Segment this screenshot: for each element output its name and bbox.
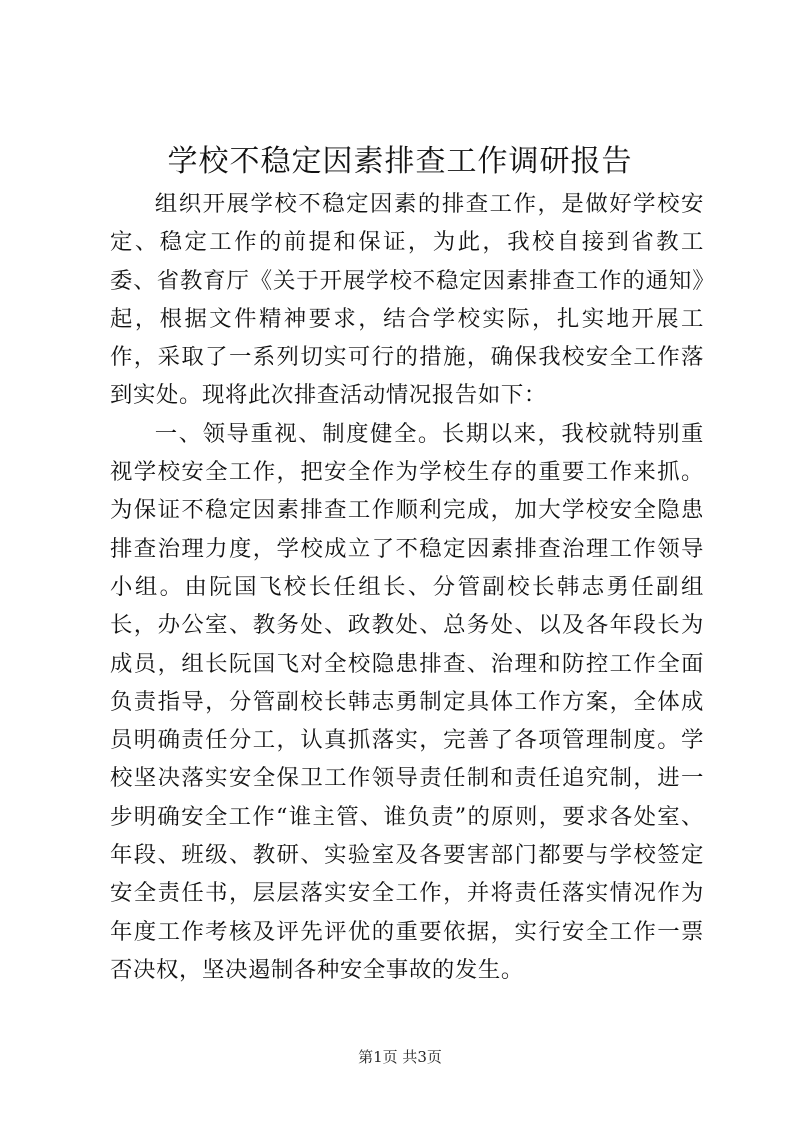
document-title: 学校不稳定因素排查工作调研报告	[167, 144, 633, 179]
paragraph-intro: 组织开展学校不稳定因素的排查工作，是做好学校安定、稳定工作的前提和保证，为此，我校自接到省教工委、省教育厅《关于开展学校不稳定因素排查工作的通知》起，根据文件精神要求，结合学校实际，扎实地开展工作，采取了一系列切实可行的措施，确保我校安全工作落到实处。现将此次排查活动情况报告如下：	[110, 191, 704, 409]
paragraph-section-1: 一、领导重视、制度健全。长期以来，我校就特别重视学校安全工作，把安全作为学校生存的重要工作来抓。为保证不稳定因素排查工作顺利完成，加大学校安全隐患排查治理力度，学校成立了不稳定因素排查治理工作领导小组。由阮国飞校长任组长、分管副校长韩志勇任副组长，办公室、教务处、政教处、总务处、以及各年段长为成员，组长阮国飞对全校隐患排查、治理和防控工作全面负责指导，分管副校长韩志勇制定具体工作方案，全体成员明确责任分工，认真抓落实，完善了各项管理制度。学校坚决落实安全保卫工作领导责任制和责任追究制，进一步明确安全工作“谁主管、谁负责”的原则，要求各处室、年段、班级、教研、实验室及各要害部门都要与学校签定安全责任书，层层落实安全工作，并将责任落实情况作为年度工作考核及评先评优的重要依据，实行安全工作一票否决权，坚决遏制各种安全事故的发生。	[110, 420, 704, 983]
page-number-footer: 第1页 共3页	[358, 1048, 442, 1066]
document-body	[110, 185, 704, 989]
